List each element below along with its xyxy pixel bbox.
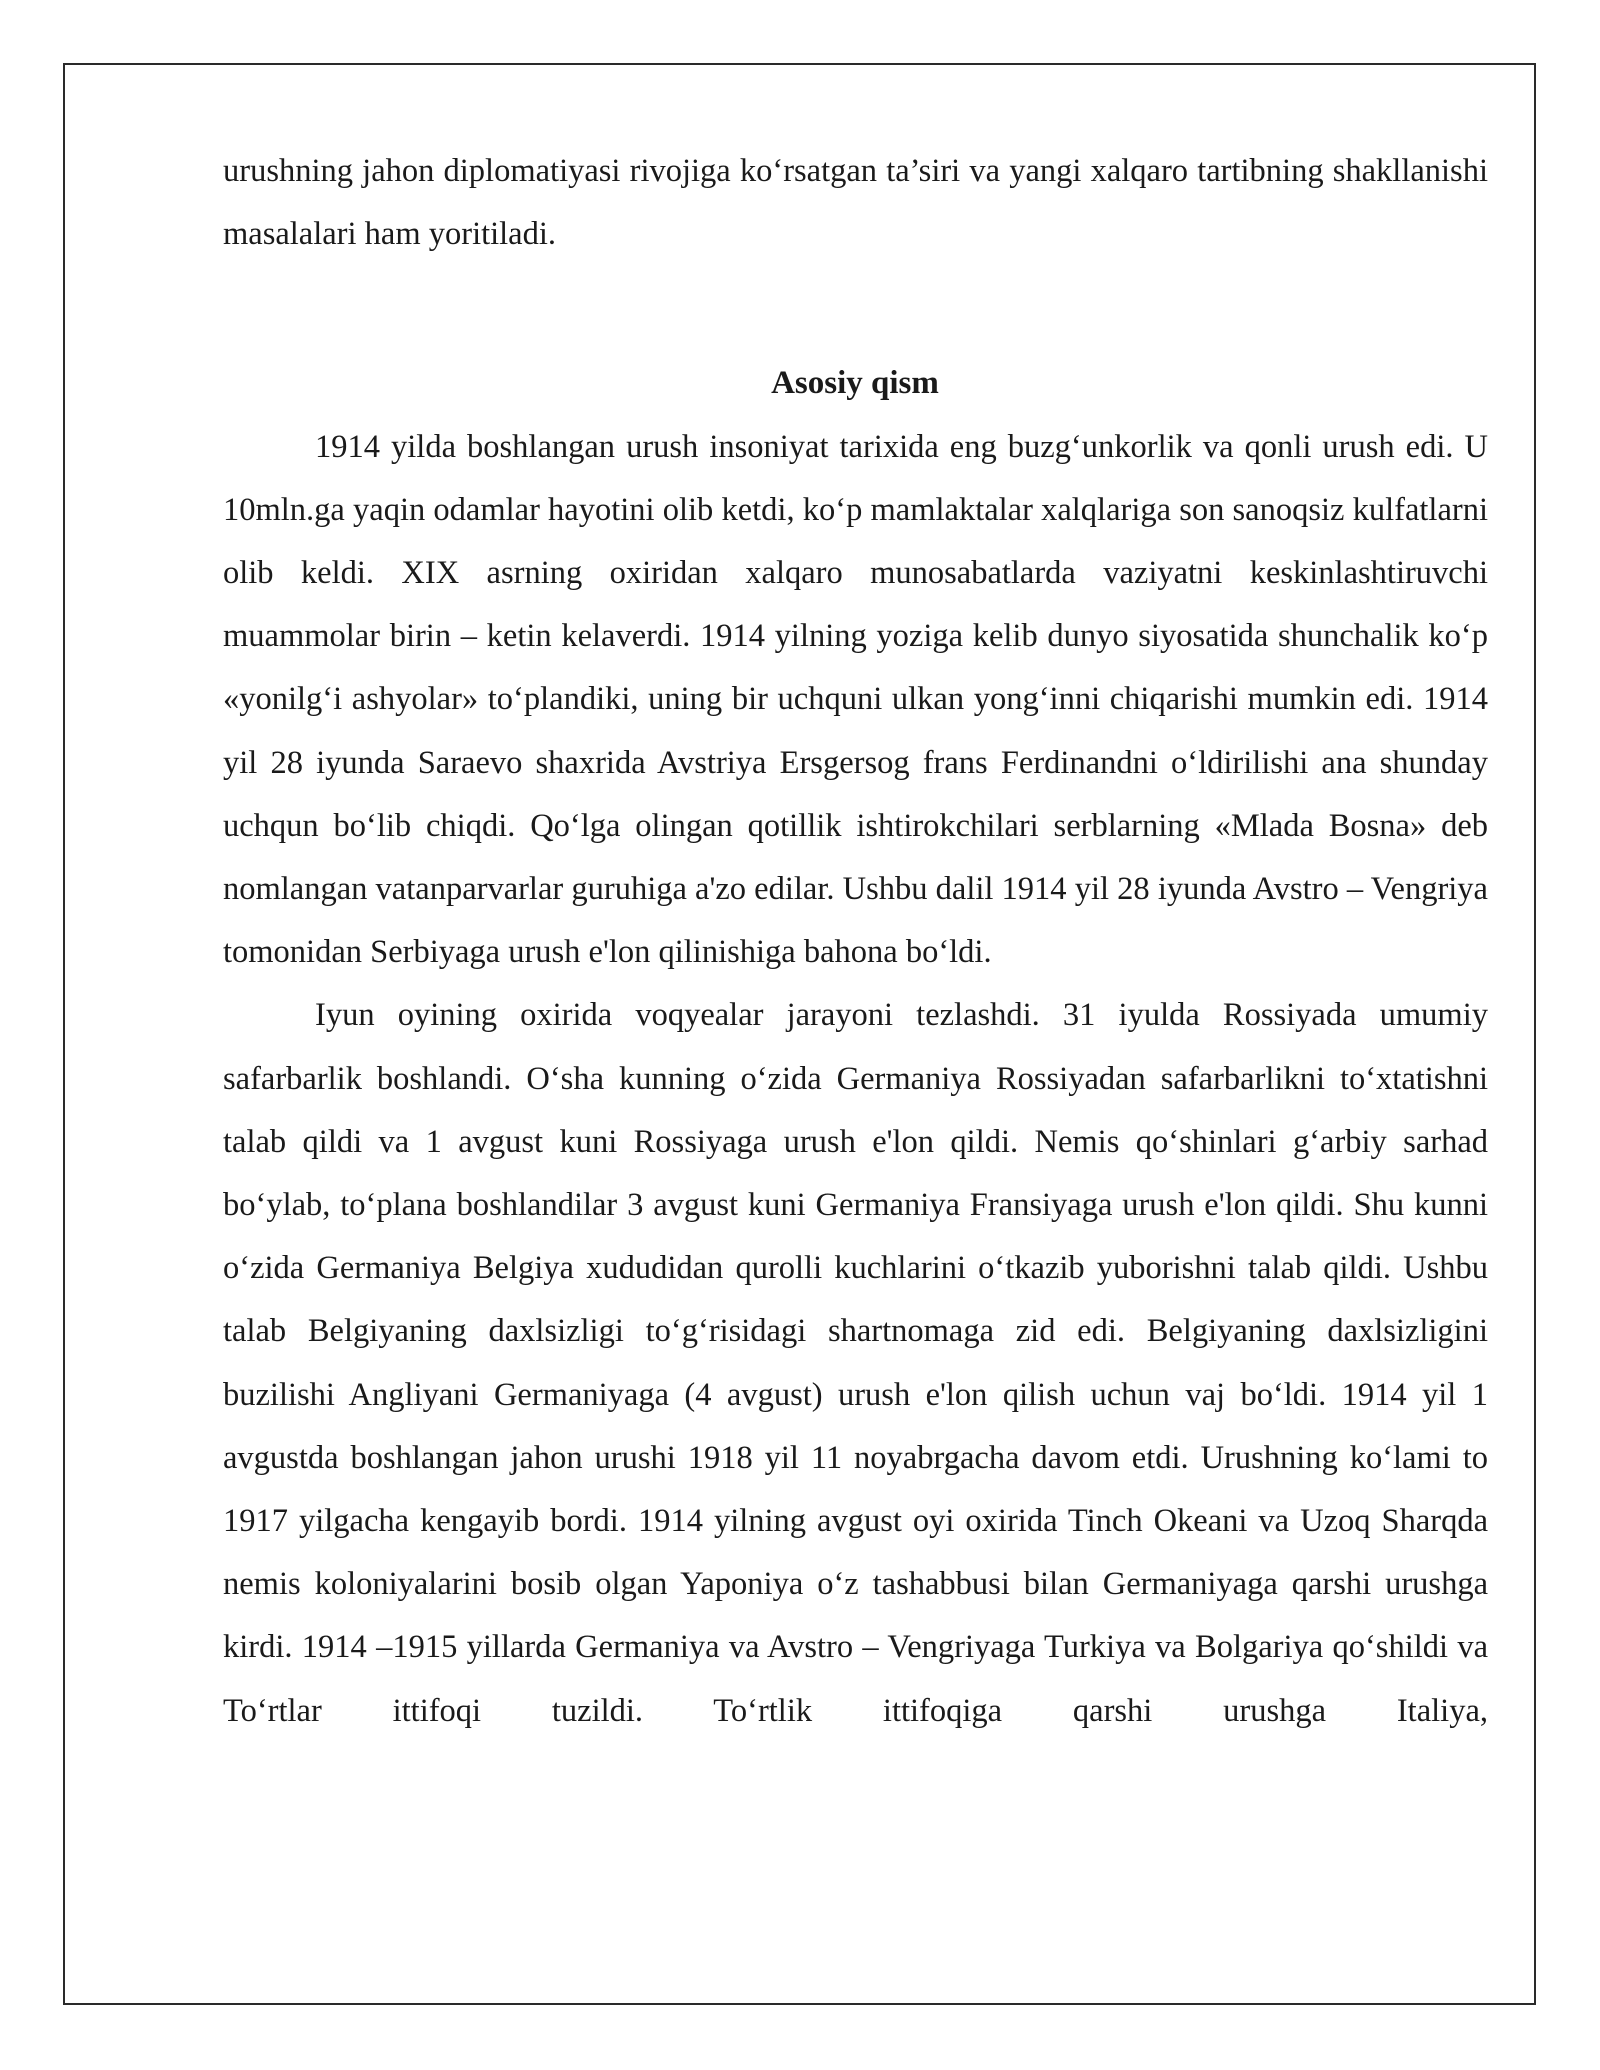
body-paragraph-1: 1914 yilda boshlangan urush insoniyat tarixida eng buzg‘unkorlik va qonli urush edi. U 10mln.ga yaqin odamlar hayotini olib ketdi, ko‘p mamlaktalar xalqlariga son sanoqsiz kulfatlarni olib keldi. XIX asrning oxiridan xalqaro munosabatlarda vaziyatni keskinlashtiruvchi muammolar birin – ketin kelaverdi. 1914 yilning yoziga kelib dunyo siyosatida shunchalik ko‘p «yonilg‘i ashyolar» to‘plandiki, uning bir uchquni ulkan yong‘inni chiqarishi mumkin edi. 1914 yil 28 iyunda Saraevo shaxrida Avstriya Ersgersog frans Ferdinandni o‘ldirilishi ana shunday uchqun bo‘lib chiqdi. Qo‘lga olingan qotillik ishtirokchilari serblarning «Mlada Bosna» deb nomlangan vatanparvarlar guruhiga a'zo edilar. Ushbu dalil 1914 yil 28 iyunda Avstro – Vengriya tomonidan Serbiyaga urush e'lon qilinishiga bahona bo‘ldi. [223,428,1488,971]
document-body [223,140,1488,1743]
body-paragraph-2: Iyun oyining oxirida voqyealar jarayoni tezlashdi. 31 iyulda Rossiyada umumiy safarbarlik boshlandi. O‘sha kunning o‘zida Germaniya Rossiyadan safarbarlikni to‘xtatishni talab qildi va 1 avgust kuni Rossiyaga urush e'lon qildi. Nemis qo‘shinlari g‘arbiy sarhad bo‘ylab, to‘plana boshlandilar 3 avgust kuni Germaniya Fransiyaga urush e'lon qildi. Shu kunni o‘zida Germaniya Belgiya xududidan qurolli kuchlarini o‘tkazib yuborishni talab qildi. Ushbu talab Belgiyaning daxlsizligi to‘g‘risidagi shartnomaga zid edi. Belgiyaning daxlsizligini buzilishi Angliyani Germaniyaga (4 avgust) urush e'lon qilish uchun vaj bo‘ldi. 1914 yil 1 avgustda boshlangan jahon urushi 1918 yil 11 noyabrgacha davom etdi. Urushning ko‘lami to 1917 yilgacha kengayib bordi. 1914 yilning avgust oyi oxirida Tinch Okeani va Uzoq Sharqda nemis koloniyalarini bosib olgan Yaponiya o‘z tashabbusi bilan Germaniyaga qarshi urushga kirdi. 1914 –1915 yillarda Germaniya va Avstro – Vengriyaga Turkiya va Bolgariya qo‘shildi va To‘rtlar ittifoqi tuzildi. To‘rtlik ittifoqiga qarshi urushga Italiya, [223,997,1488,1729]
section-heading: Asosiy qism [771,365,939,402]
intro-paragraph: urushning jahon diplomatiyasi rivojiga ko‘rsatgan ta’siri va yangi xalqaro tartibning shakllanishi masalalari ham yoritiladi. [223,153,1488,253]
